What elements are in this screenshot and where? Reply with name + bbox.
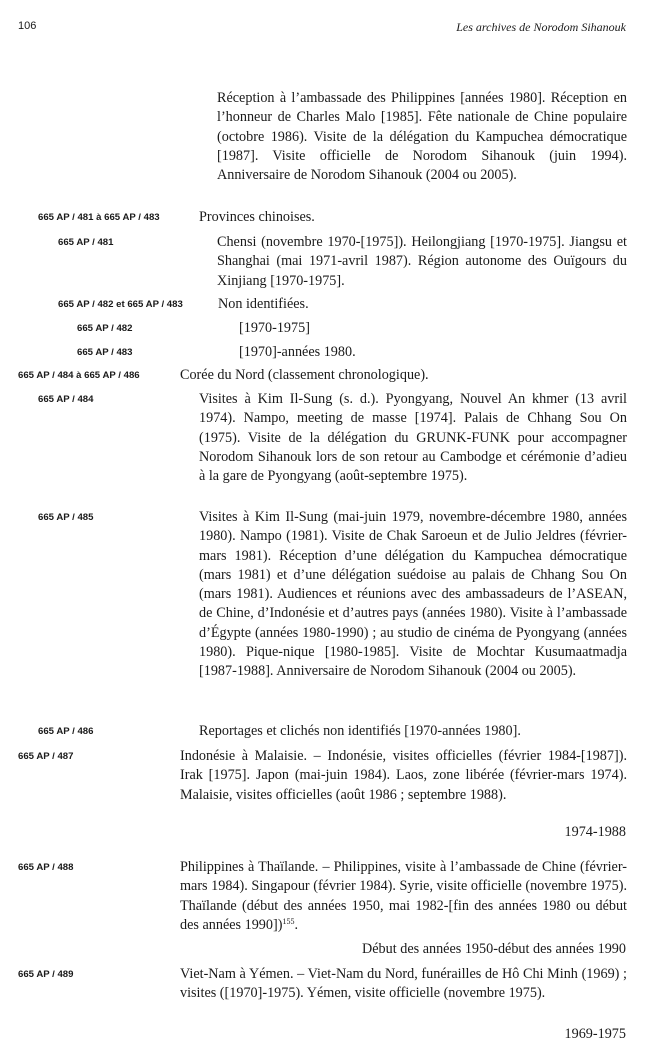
entry-text: Visites à Kim Il-Sung (mai-juin 1979, novembre-décembre 1980, années 1980). Nampo (1981). Visite de Chak Saroeun et de Julio Jeldres (février-mars 1981). Réception d’une délégation du Kampuchea démocratique (mars 1981) et d’une délégation suédoise au palais de Chhang Sou On (mars 1981). Audiences et réunions avec des ambassadeurs de l’ASEAN, de Chine, d’Indonésie et d’autres pays (années 1980). Visite à l’ambassade d’Égypte (années 1980-1990) ; au studio de cinéma de Pyongyang (années 1980). Pique-nique [1980-1985]. Visite de Mochtar Kusumaatmadja [1987-1988]. Anniversaire de Norodom Sihanouk (2004 ou 2005). (199, 509, 627, 680)
entry-text: Reportages et clichés non identifiés [1970-années 1980]. (199, 723, 521, 739)
entry-text-end: . (294, 916, 298, 933)
entry-text: Visites à Kim Il-Sung (s. d.). Pyongyang, Nouvel An khmer (13 avril 1974). Nampo, meeting de masse [1974]. Palais de Chhang Sou On (1975). Visite de la délégation du GRUNK-FUNK pour accompagner Norodom Sihanouk lors de son retour au Cambodge et cérémonie d’adieu à la gare de Pyongyang (août-septembre 1975). (199, 391, 627, 485)
running-title: Les archives de Norodom Sihanouk (456, 20, 626, 34)
page-number: 106 (18, 20, 37, 32)
group-title: Corée du Nord (classement chronologique). (180, 367, 429, 383)
entry-code: 665 AP / 483 (77, 347, 133, 358)
group-code: 665 AP / 484 à 665 AP / 486 (18, 370, 140, 381)
entry-text: [1970]-années 1980. (239, 344, 356, 360)
group-title: Non identifiées. (218, 296, 309, 312)
entry-date: 1969-1975 (564, 1026, 626, 1042)
entry-code: 665 AP / 485 (38, 512, 94, 523)
entry-code: 665 AP / 486 (38, 726, 94, 737)
footnote-ref: 155 (282, 916, 295, 926)
entry-code: 665 AP / 482 (77, 323, 133, 334)
group-code: 665 AP / 481 à 665 AP / 483 (38, 212, 160, 223)
group-code: 665 AP / 482 et 665 AP / 483 (58, 299, 183, 310)
entry-text (180, 858, 627, 935)
entry-date: 1974-1988 (564, 824, 626, 840)
entry-code: 665 AP / 488 (18, 862, 74, 873)
entry-text-body: Philippines à Thaïlande. – Philippines, visite à l’ambassade de Chine (février-mars 1984). Singapour (février 1984). Syrie, visite officielle (novembre 1975). Thaïlande (début des années 1950, mai 1982-[fin des années 1980 ou début des années 1990]) (180, 859, 627, 933)
entry-date: Début des années 1950-début des années 1990 (362, 941, 626, 957)
group-title: Provinces chinoises. (199, 209, 315, 225)
entry-code: 665 AP / 487 (18, 751, 74, 762)
entry-code: 665 AP / 484 (38, 394, 94, 405)
intro-paragraph: Réception à l’ambassade des Philippines [années 1980]. Réception en l’honneur de Charles Malo [1985]. Fête nationale de Chine populaire (octobre 1986). Visite de la délégation du Kampuchea démocratique [1987]. Visite officielle de Norodom Sihanouk (juin 1994). Anniversaire de Norodom Sihanouk (2004 ou 2005). (217, 90, 627, 184)
entry-text: [1970-1975] (239, 320, 310, 336)
entry-text: Indonésie à Malaisie. – Indonésie, visites officielles (février 1984-[1987]). Irak [1975]. Japon (mai-juin 1984). Laos, zone libérée (février-mars 1974). Malaisie, visites officielles (août 1986 ; septembre 1988). (180, 748, 627, 803)
entry-code: 665 AP / 489 (18, 969, 74, 980)
entry-text: Chensi (novembre 1970-[1975]). Heilongjiang [1970-1975]. Jiangsu et Shanghai (mai 1971-avril 1987). Région autonome des Ouïgours du Xinjiang [1970-1975]. (217, 234, 627, 289)
entry-code: 665 AP / 481 (58, 237, 114, 248)
entry-text: Viet-Nam à Yémen. – Viet-Nam du Nord, funérailles de Hô Chi Minh (1969) ; visites ([1970]-1975). Yémen, visite officielle (novembre 1975). (180, 966, 627, 1002)
